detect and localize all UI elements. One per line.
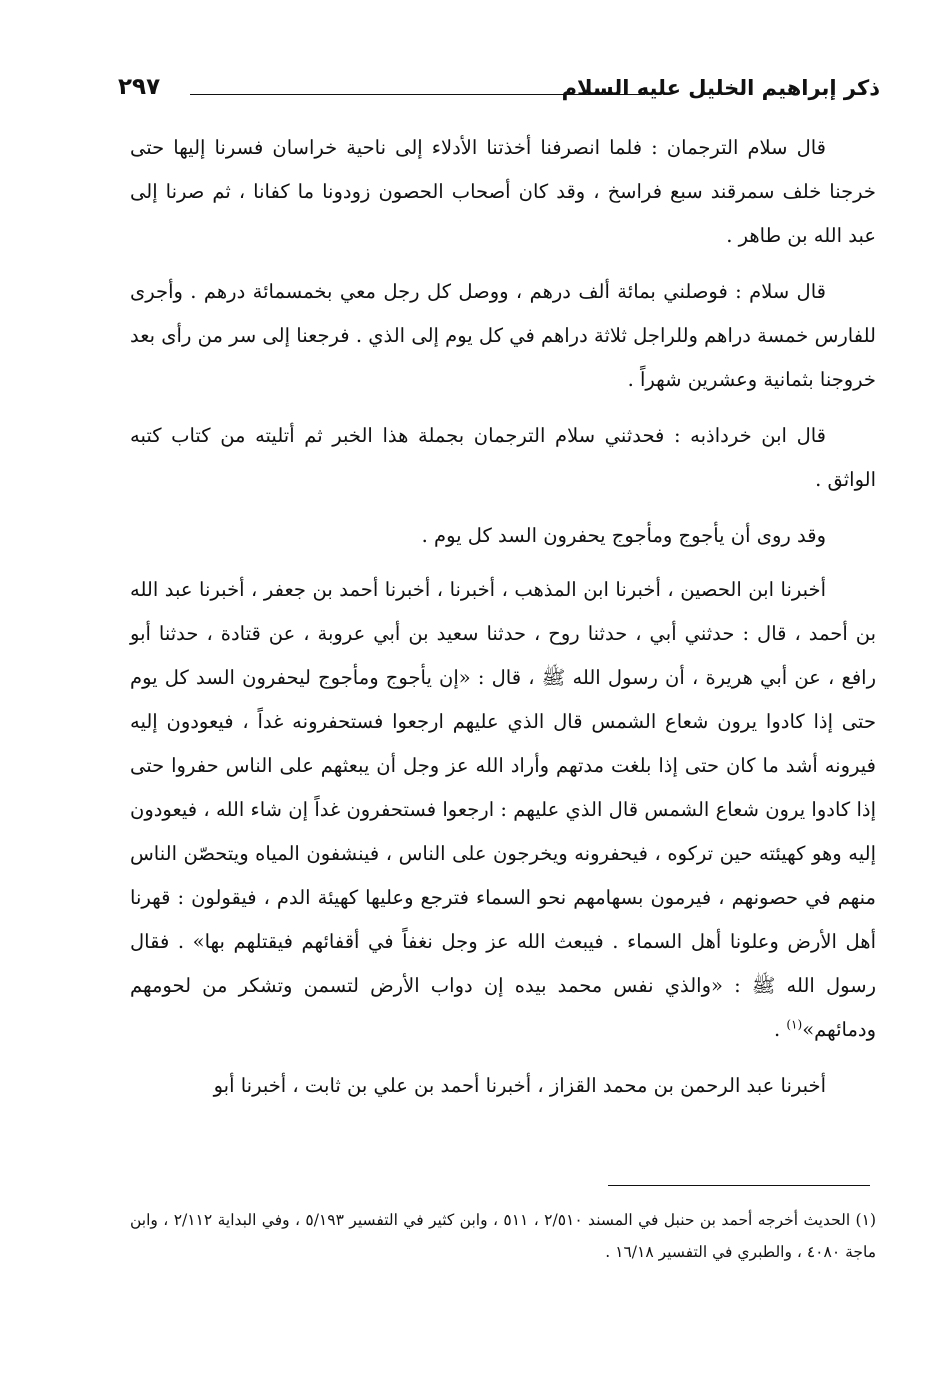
paragraph-2: قال سلام : فوصلني بمائة ألف درهم ، ووصل كل رجل معي بخمسمائة درهم . وأجرى للفارس خمسة دراهم وللراجل ثلاثة دراهم في كل يوم إلى الذي . فرجعنا إلى سر من رأى بعد خروجنا بثمانية وعشرين شهراً . [130,280,876,391]
footnote-marker: (١) [786,1017,803,1032]
paragraph-6: أخبرنا عبد الرحمن بن محمد القزاز ، أخبرنا أحمد بن علي بن ثابت ، أخبرنا أبو [213,1074,826,1097]
body-text [130,126,876,1120]
footnote-rule [608,1185,870,1186]
page-number: ٢٩٧ [118,74,161,100]
header-rule [190,94,645,95]
paragraph-5 [130,568,876,1052]
running-title: ذكر إبراهيم الخليل عليه السلام [561,76,880,100]
page-header [118,68,880,108]
paragraph-end: . [773,1018,787,1041]
paragraph-4: وقد روى أن يأجوج ومأجوج يحفرون السد كل يوم . [421,524,826,547]
paragraph-3: قال ابن خرداذبه : فحدثني سلام الترجمان بجملة هذا الخبر ثم أتليته من كتاب كتبه الواثق . [130,424,876,491]
footnote: (١) الحديث أخرجه أحمد بن حنبل في المسند ٢/٥١٠ ، ٥١١ ، وابن كثير في التفسير ٥/١٩٣ ، وفي البداية ٢/١١٢ ، وابن ماجة ٤٠٨٠ ، والطبري في التفسير ١٦/١٨ . [130,1211,876,1261]
hadith-text: أخبرنا ابن الحصين ، أخبرنا ابن المذهب ، أخبرنا ، أخبرنا أحمد بن جعفر ، أخبرنا عبد الله بن أحمد ، قال : حدثني أبي ، حدثنا روح ، حدثنا سعيد بن أبي عروبة ، عن قتادة ، حدثنا أبو رافع ، عن أبي هريرة ، أن رسول الله ﷺ ، قال : «إن يأجوج ومأجوج ليحفرون السد كل يوم حتى إذا كادوا يرون شعاع الشمس قال الذي عليهم ارجعوا فستحفرونه غداً ، فيعودون إليه فيرونه أشد ما كان حتى إذا بلغت مدتهم وأراد الله عز وجل أن يبعثهم على الناس حفروا حتى إذا كادوا يرون شعاع الشمس قال الذي عليهم : ارجعوا فستحفرون غداً إن شاء الله ، فيعودون إليه وهو كهيئته حين تركوه ، فيحفرونه ويخرجون على الناس ، فينشفون المياه ويتحصّن الناس منهم في حصونهم ، فيرمون بسهامهم نحو السماء فترجع وعليها كهيئة الدم ، فيقولون : قهرنا أهل الأرض وعلونا أهل السماء . فيبعث الله عز وجل نغفاً في أقفائهم فيقتلهم بها» . فقال رسول الله ﷺ : «والذي نفس محمد بيده إن دواب الأرض لتسمن وتشكر من لحومهم ودمائهم» [130,578,876,1041]
paragraph-1: قال سلام الترجمان : فلما انصرفنا أخذتنا الأدلاء إلى ناحية خراسان فسرنا إليها حتى خرجنا خلف سمرقند سبع فراسخ ، وقد كان أصحاب الحصون زودونا ما كفانا ، ثم صرنا إلى عبد الله بن طاهر . [130,136,876,247]
